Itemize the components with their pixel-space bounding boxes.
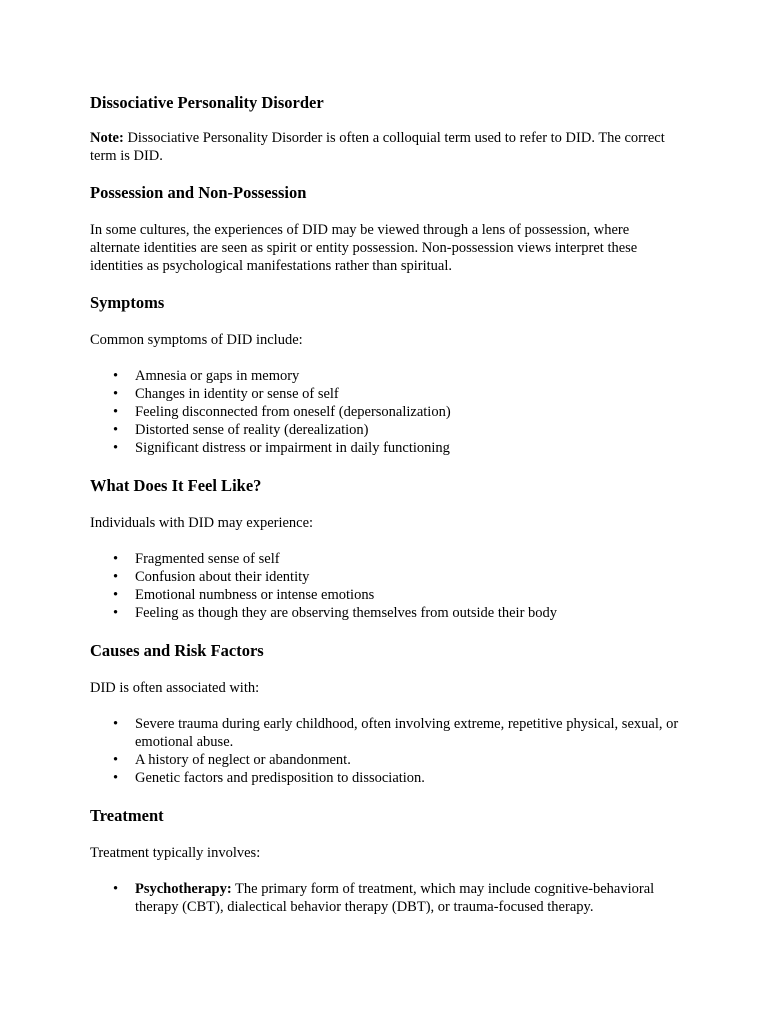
symptoms-intro: Common symptoms of DID include: [90,332,303,348]
bullet-icon: • [113,569,119,585]
page-title: Dissociative Personality Disorder [90,93,324,112]
list-item: • Confusion about their identity [113,569,310,585]
bullet-icon: • [113,440,119,456]
bullet-icon: • [113,605,119,621]
bullet-icon: • [113,752,119,768]
treatment-heading: Treatment [90,806,164,825]
symptoms-heading: Symptoms [90,293,165,312]
possession-heading: Possession and Non-Possession [90,183,307,202]
bullet-icon: • [113,404,119,420]
note-text: Dissociative Personality Disorder is often a colloquial term used to refer to DID. The correct term is DID. [90,130,665,164]
bullet-icon: • [113,881,119,897]
treatment-intro: Treatment typically involves: [90,845,261,861]
causes-intro: DID is often associated with: [90,680,260,696]
possession-paragraph: In some cultures, the experiences of DID may be viewed through a lens of possession, where alternate identities are seen as spirit or entity possession. Non-possession views interpret these identities as psychological manifestations rather than spiritual. [90,222,638,274]
bullet-icon: • [113,587,119,603]
list-item: • Amnesia or gaps in memory [113,368,300,384]
treatment-list [90,880,680,916]
list-item: • Fragmented sense of self [113,551,280,567]
list-item: • Changes in identity or sense of self [113,386,339,402]
list-item: • Severe trauma during early childhood, often involving extreme, repetitive physical, sexual, or emotional abuse. [113,716,679,750]
bullet-icon: • [113,716,119,732]
treatment-item-text: The primary form of treatment, which may include cognitive-behavioral therapy (CBT), dialectical behavior therapy (DBT), or trauma-focused therapy. [135,881,655,915]
list-item: • Significant distress or impairment in daily functioning [113,440,450,456]
list-item: • Feeling disconnected from oneself (depersonalization) [113,404,451,420]
list-item: • Distorted sense of reality (derealization) [113,422,369,438]
bullet-icon: • [113,770,119,786]
list-item [113,880,680,916]
causes-heading: Causes and Risk Factors [90,641,264,660]
list-item: • A history of neglect or abandonment. [113,752,351,768]
list-item: • Emotional numbness or intense emotions [113,587,375,603]
bullet-icon: • [113,368,119,384]
note-paragraph [90,129,680,165]
note-label: Note: [90,130,124,146]
symptoms-list [90,367,680,457]
bullet-icon: • [113,551,119,567]
feel-list [90,550,680,622]
bullet-icon: • [113,422,119,438]
list-item: • Genetic factors and predisposition to dissociation. [113,770,425,786]
feel-intro: Individuals with DID may experience: [90,515,314,531]
bullet-icon: • [113,386,119,402]
causes-list [90,715,680,787]
list-item: • Feeling as though they are observing themselves from outside their body [113,605,558,621]
feel-heading: What Does It Feel Like? [90,476,262,495]
treatment-item-label: Psychotherapy: [135,881,232,897]
